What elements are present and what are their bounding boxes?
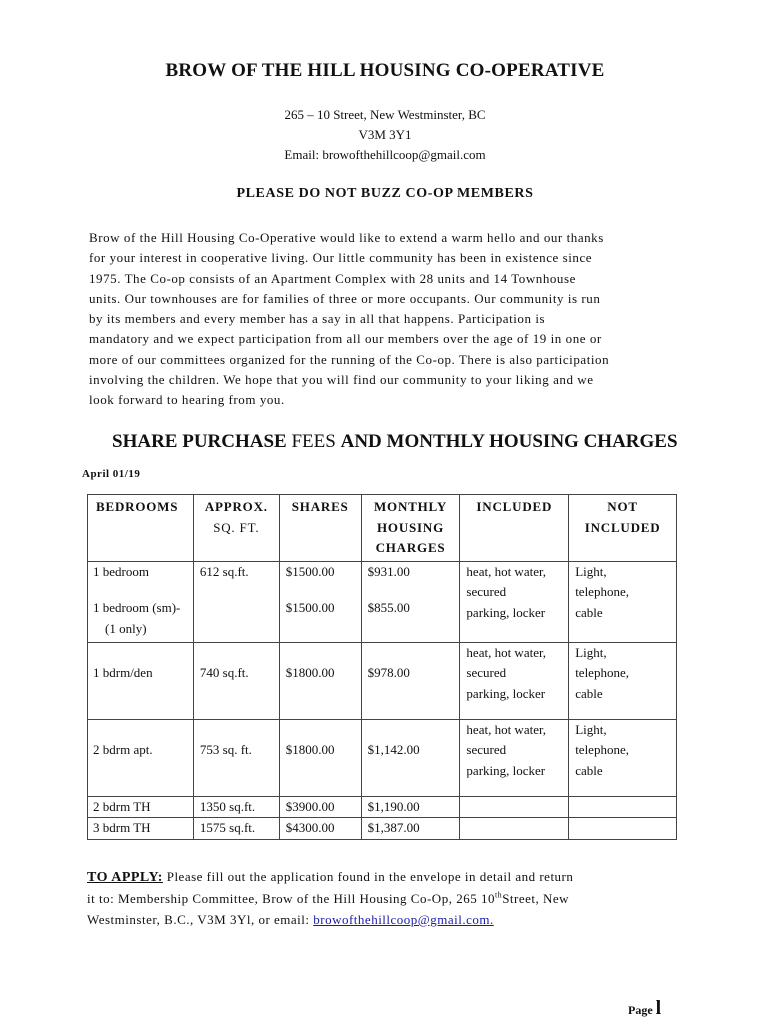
cell-shares (279, 719, 361, 796)
table-row (88, 561, 677, 642)
cell-text: $1800.00 (285, 664, 335, 680)
apply-text: Please fill out the application found in the envelope in detail and return (162, 869, 574, 884)
address-email: Email: browofthehillcoop@gmail.com (284, 147, 486, 162)
address-postal-code: V3M 3Y1 (358, 127, 412, 142)
cell-bedrooms: 3 bdrm TH (88, 818, 194, 840)
header-bedrooms: BEDROOMS (88, 495, 194, 562)
cell-not-included (569, 642, 677, 719)
cell-text: Light, (575, 721, 607, 737)
cell-sqft (193, 719, 279, 796)
apply-text: Westminster, B.C., V3M 3Yl, or email: (87, 912, 314, 927)
cell-text: parking, locker (466, 762, 546, 778)
page-label-text: Page (628, 1003, 656, 1017)
cell-not-included (569, 561, 677, 642)
cell-included (460, 796, 569, 818)
intro-line: by its members and every member has a say in all that happens. Participation is (89, 311, 546, 327)
apply-text: it to: Membership Committee, Brow of the Hill Housing Co-Op, 265 10 (87, 891, 495, 906)
apply-line (87, 888, 647, 909)
cell-charges (361, 642, 460, 719)
page-number (628, 997, 661, 1020)
cell-text: 1 bedroom (sm)- (93, 600, 181, 615)
cell-text: cable (575, 762, 603, 778)
header-included-2: INCLUDED (584, 519, 661, 535)
cell-bedrooms (88, 642, 194, 719)
fees-effective-date: April 01/19 (82, 468, 141, 480)
cell-sqft: 1575 sq.ft. (193, 818, 279, 840)
cell-text: cable (575, 604, 603, 620)
cell-sqft: 1350 sq.ft. (193, 796, 279, 818)
table-row (88, 719, 677, 796)
header-monthly-charges (361, 495, 460, 562)
cell-text: parking, locker (466, 604, 546, 620)
header-sqft: SQ. FT. (213, 519, 260, 535)
cell-text: parking, locker (466, 685, 546, 701)
cell-text: $1500.00 (285, 600, 335, 615)
cell-included (460, 561, 569, 642)
cell-included (460, 818, 569, 840)
cell-text: $978.00 (367, 664, 410, 680)
cell-sqft (193, 642, 279, 719)
apply-label: TO APPLY: (87, 870, 163, 885)
header-not: NOT (607, 499, 638, 514)
document-title: BROW OF THE HILL HOUSING CO-OPERATIVE (165, 60, 605, 81)
intro-line: look forward to hearing from you. (89, 392, 285, 408)
intro-line: mandatory and we expect participation from all our members over the age of 19 in one or (89, 331, 602, 347)
cell-text: telephone, (575, 742, 629, 757)
cell-text: cable (575, 685, 603, 701)
page-number-value: l (655, 997, 662, 1019)
cell-text: (1 only) (105, 620, 147, 636)
intro-line: 1975. The Co-op consists of an Apartment Complex with 28 units and 14 Townhouse (89, 270, 576, 286)
intro-line: units. Our townhouses are for families of three or more occupants. Our community is run (89, 290, 601, 306)
cell-text: $931.00 (367, 563, 410, 579)
header-shares: SHARES (279, 495, 361, 562)
cell-sqft: 612 sq.ft. (193, 561, 279, 642)
cell-bedrooms (88, 719, 194, 796)
table-row (88, 642, 677, 719)
cell-text: Light, (575, 563, 607, 579)
cell-charges: $1,190.00 (361, 796, 460, 818)
intro-line: Brow of the Hill Housing Co-Operative would like to extend a warm hello and our thanks (89, 230, 604, 245)
cell-text: 2 bdrm apt. (93, 741, 153, 757)
apply-instructions (87, 866, 647, 930)
cell-text: heat, hot water, (466, 644, 547, 660)
cell-not-included (569, 818, 677, 840)
header-approx-sqft (193, 495, 279, 562)
table-header-row (88, 495, 677, 562)
cell-text: heat, hot water, (466, 721, 547, 737)
fees-heading-part: FEES (286, 431, 341, 452)
cell-bedrooms: 2 bdrm TH (88, 796, 194, 818)
table-row (88, 796, 677, 818)
cell-shares (279, 642, 361, 719)
cell-text: telephone, (575, 584, 629, 599)
cell-text: 740 sq.ft. (199, 664, 249, 680)
cell-text: $1500.00 (285, 563, 335, 579)
email-link[interactable]: browofthehillcoop@gmail.com. (313, 912, 494, 927)
apply-text: Street, New (502, 891, 570, 906)
cell-shares: $4300.00 (279, 818, 361, 840)
header-approx: APPROX. (204, 499, 268, 514)
cell-charges (361, 561, 460, 642)
fees-table (87, 494, 677, 840)
header-charges: CHARGES (375, 540, 446, 555)
apply-line (87, 866, 647, 888)
intro-paragraph (89, 228, 649, 411)
fees-heading (112, 431, 678, 453)
header-included: INCLUDED (460, 495, 569, 562)
cell-text: 1 bdrm/den (93, 664, 153, 680)
cell-not-included (569, 796, 677, 818)
buzz-notice: PLEASE DO NOT BUZZ CO-OP MEMBERS (236, 186, 534, 201)
address-street: 265 – 10 Street, New Westminster, BC (284, 107, 486, 122)
cell-bedrooms (88, 561, 194, 642)
fees-heading-part: SHARE PURCHASE (112, 431, 287, 452)
cell-text: $1800.00 (285, 741, 335, 757)
cell-text: heat, hot water, (466, 563, 547, 579)
cell-text: Light, (575, 644, 607, 660)
header-housing: HOUSING (377, 519, 445, 535)
cell-included (460, 642, 569, 719)
cell-text: telephone, (575, 665, 629, 680)
fees-heading-part: AND MONTHLY HOUSING CHARGES (340, 431, 678, 452)
cell-text: secured (466, 584, 507, 599)
table-row (88, 818, 677, 840)
intro-line: more of our committees organized for the running of the Co-op. There is also participation (89, 351, 610, 367)
cell-shares (279, 561, 361, 642)
header-not-included (569, 495, 677, 562)
intro-line: involving the children. We hope that you will find our community to your liking and we (89, 372, 594, 388)
ordinal-suffix: th (494, 890, 503, 900)
header-monthly: MONTHLY (373, 499, 448, 514)
cell-text: 753 sq. ft. (199, 741, 252, 757)
cell-text: secured (466, 742, 507, 757)
cell-text: $1,142.00 (367, 741, 420, 757)
cell-not-included (569, 719, 677, 796)
apply-line (87, 909, 647, 930)
cell-charges: $1,387.00 (361, 818, 460, 840)
cell-charges (361, 719, 460, 796)
cell-included (460, 719, 569, 796)
cell-text: $855.00 (367, 600, 410, 615)
intro-line: for your interest in cooperative living. Our little community has been in existence since (89, 250, 593, 266)
cell-text: secured (466, 665, 507, 680)
cell-shares: $3900.00 (279, 796, 361, 818)
cell-text: 1 bedroom (93, 563, 149, 579)
